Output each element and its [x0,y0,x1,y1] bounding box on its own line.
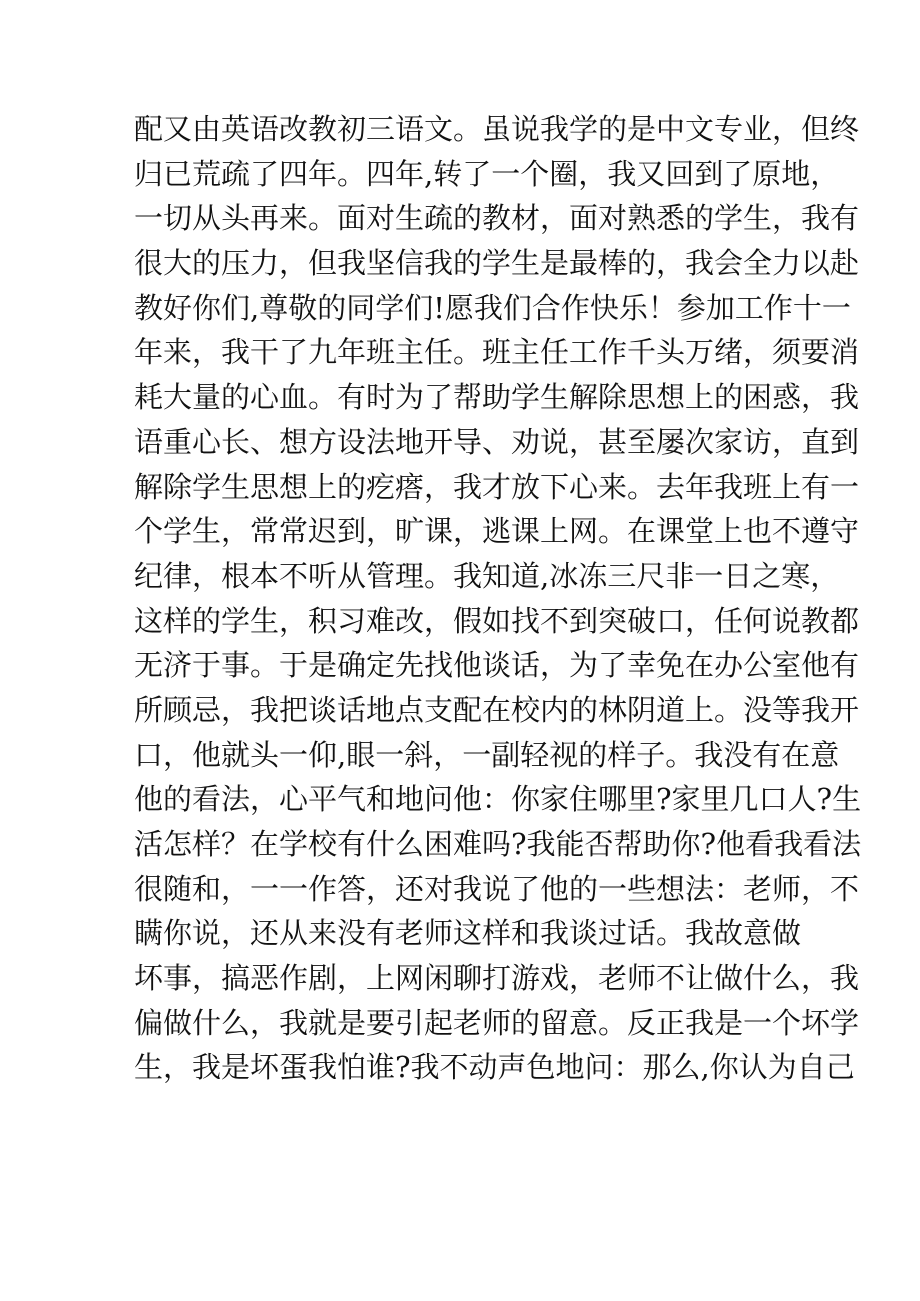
text-line-13: 无济于事。于是确定先找他谈话，为了幸免在办公室他有 [134,648,860,683]
text-line-17: 活怎样？在学校有什么困难吗?我能否帮助你?他看我看法 [134,827,862,861]
text-line-22: 生，我是坏蛋我怕谁?我不动声色地问：那么,你认为自己 [134,1050,855,1085]
text-line-3: 一切从头再来。面对生疏的教材，面对熟悉的学生，我有 [134,201,860,236]
text-line-15: 口，他就头一仰,眼一斜，一副轻视的样子。我没有在意 [134,737,840,772]
text-line-1: 配又由英语改教初三语文。虽说我学的是中文专业，但终 [134,112,860,146]
text-line-2: 归已荒疏了四年。四年,转了一个圈，我又回到了原地， [134,156,840,191]
text-line-14: 所顾忌，我把谈话地点支配在校内的林阴道上。没等我开 [134,692,860,727]
text-line-8: 语重心长、想方设法地开导、劝说，甚至屡次家访，直到 [134,424,860,459]
text-line-10: 个学生，常常迟到，旷课，逃课上网。在课堂上也不遵守 [134,514,860,549]
text-line-9: 解除学生思想上的疙瘩，我才放下心来。去年我班上有一 [134,469,860,504]
text-line-19: 瞒你说，还从来没有老师这样和我谈过话。我故意做 [134,916,802,951]
text-line-16: 他的看法，心平气和地问他：你家住哪里?家里几口人?生 [134,782,862,817]
text-line-6: 年来，我干了九年班主任。班主任工作千头万绪，须要消 [134,335,860,370]
text-line-7: 耗大量的心血。有时为了帮助学生解除思想上的困惑，我 [134,380,860,415]
text-line-5: 教好你们,尊敬的同学们!愿我们合作快乐！参加工作十一 [134,290,851,325]
text-line-12: 这样的学生，积习难改，假如找不到突破口，任何说教都 [134,603,860,638]
body-text [134,107,862,1090]
text-line-11: 纪律，根本不听从管理。我知道,冰冻三尺非一日之寒， [134,558,840,593]
text-line-18: 很随和，一一作答，还对我说了他的一些想法：老师，不 [134,871,860,906]
text-line-20: 坏事，搞恶作剧，上网闲聊打游戏，老师不让做什么，我 [134,961,860,996]
text-line-4: 很大的压力，但我坚信我的学生是最棒的，我会全力以赴 [134,246,860,281]
text-line-21: 偏做什么，我就是要引起老师的留意。反正我是一个坏学 [134,1005,860,1040]
